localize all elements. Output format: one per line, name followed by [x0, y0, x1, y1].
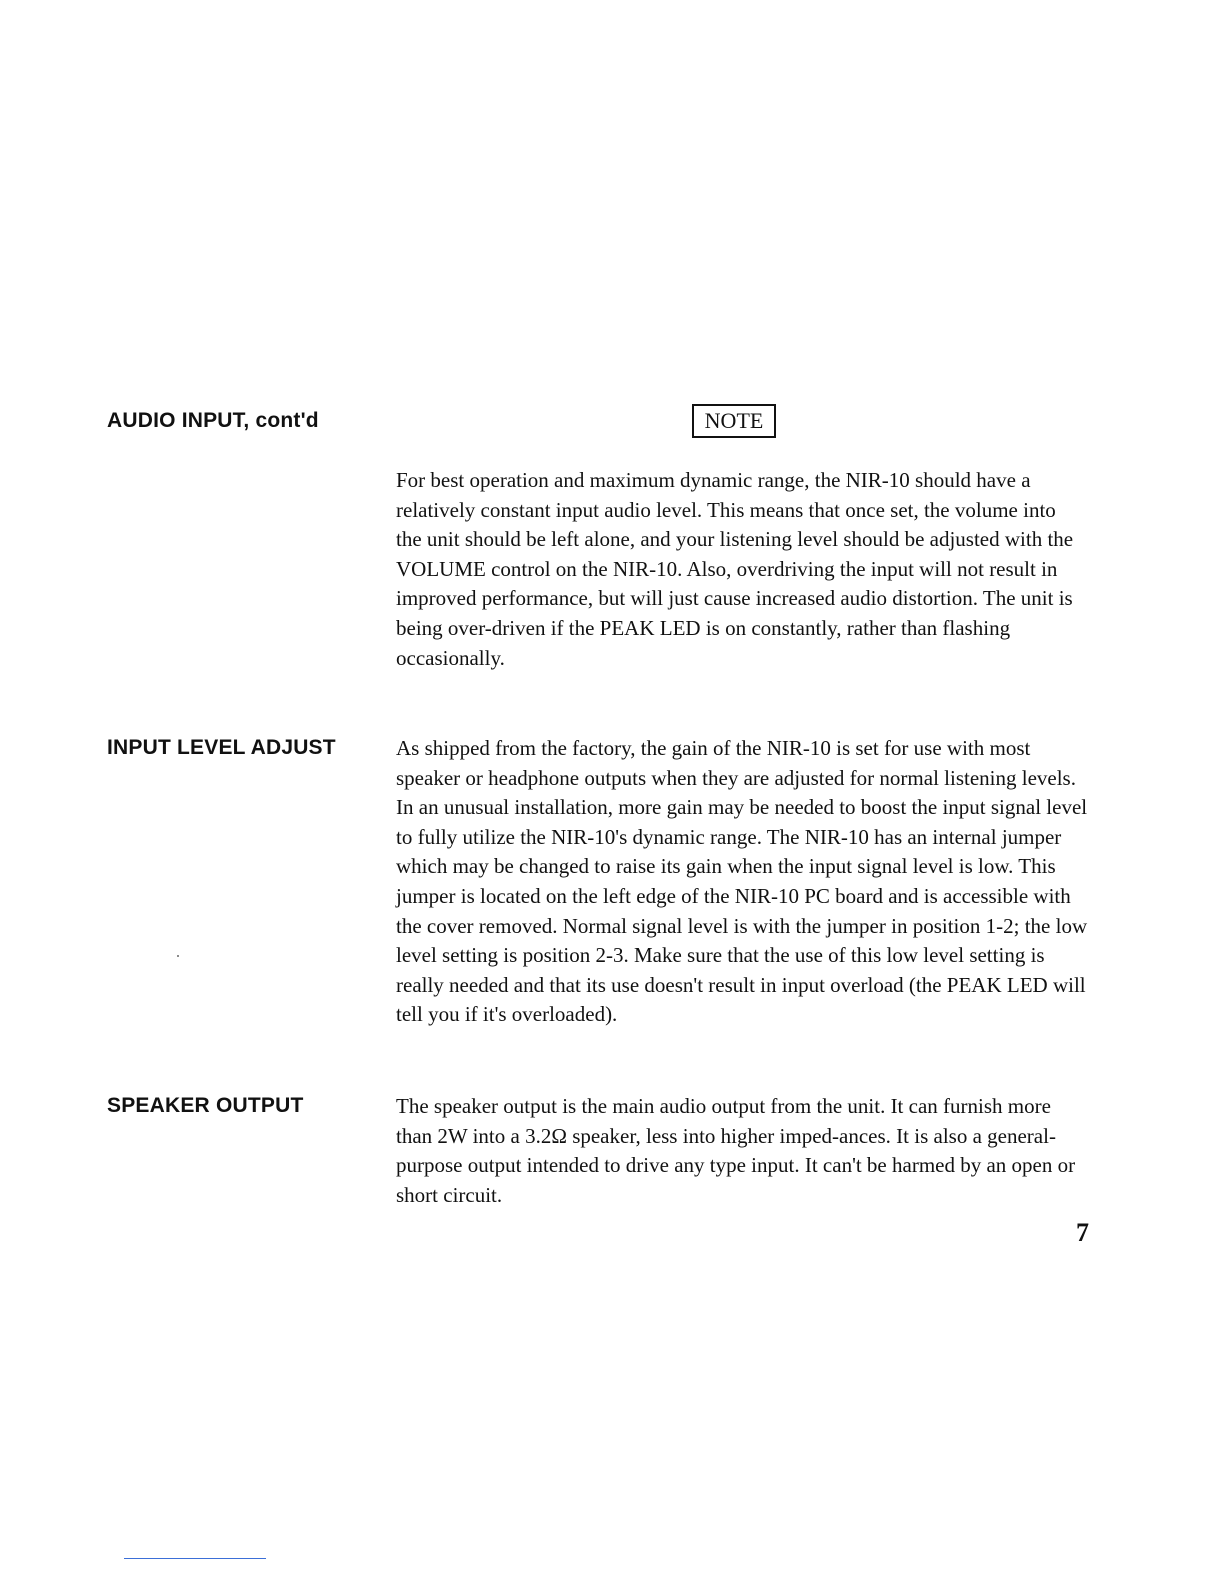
footer-rule	[124, 1558, 266, 1559]
input-level-adjust-paragraph: As shipped from the factory, the gain of the NIR-10 is set for use with most speaker or headphone outputs when they are adjusted for normal listening levels. In an unusual installation, more gain may be needed to boost the input signal level to fully utilize the NIR-10's dynamic range. The NIR-10 has an internal jumper which may be changed to raise its gain when the input signal level is low. This jumper is located on the left edge of the NIR-10 PC board and is accessible with the cover removed. Normal signal level is with the jumper in position 1-2; the low level setting is position 2-3. Make sure that the use of this low level setting is really needed and that its use doesn't result in input overload (the PEAK LED will tell you if it's overloaded).	[396, 736, 1088, 1027]
heading-audio-input-contd: AUDIO INPUT, cont'd	[107, 409, 319, 432]
heading-speaker-output: SPEAKER OUTPUT	[107, 1094, 304, 1117]
heading-input-level-adjust: INPUT LEVEL ADJUST	[107, 736, 336, 759]
speaker-output-paragraph: The speaker output is the main audio output from the unit. It can furnish more than 2W into a 3.2Ω speaker, less into higher imped-ances. It is also a general-purpose output intended to drive any type input. It can't be harmed by an open or short circuit.	[396, 1094, 1076, 1207]
scan-speck	[177, 955, 179, 957]
page-number: 7	[1076, 1218, 1089, 1247]
audio-input-note-paragraph: For best operation and maximum dynamic range, the NIR-10 should have a relatively constant input audio level. This means that once set, the volume into the unit should be left alone, and your listening level should be adjusted with the VOLUME control on the NIR-10. Also, overdriving the input will not result in improved performance, but will just cause increased audio distortion. The unit is being over-driven if the PEAK LED is on constantly, rather than flashing occasionally.	[396, 468, 1074, 670]
note-label-box: NOTE	[692, 404, 776, 438]
